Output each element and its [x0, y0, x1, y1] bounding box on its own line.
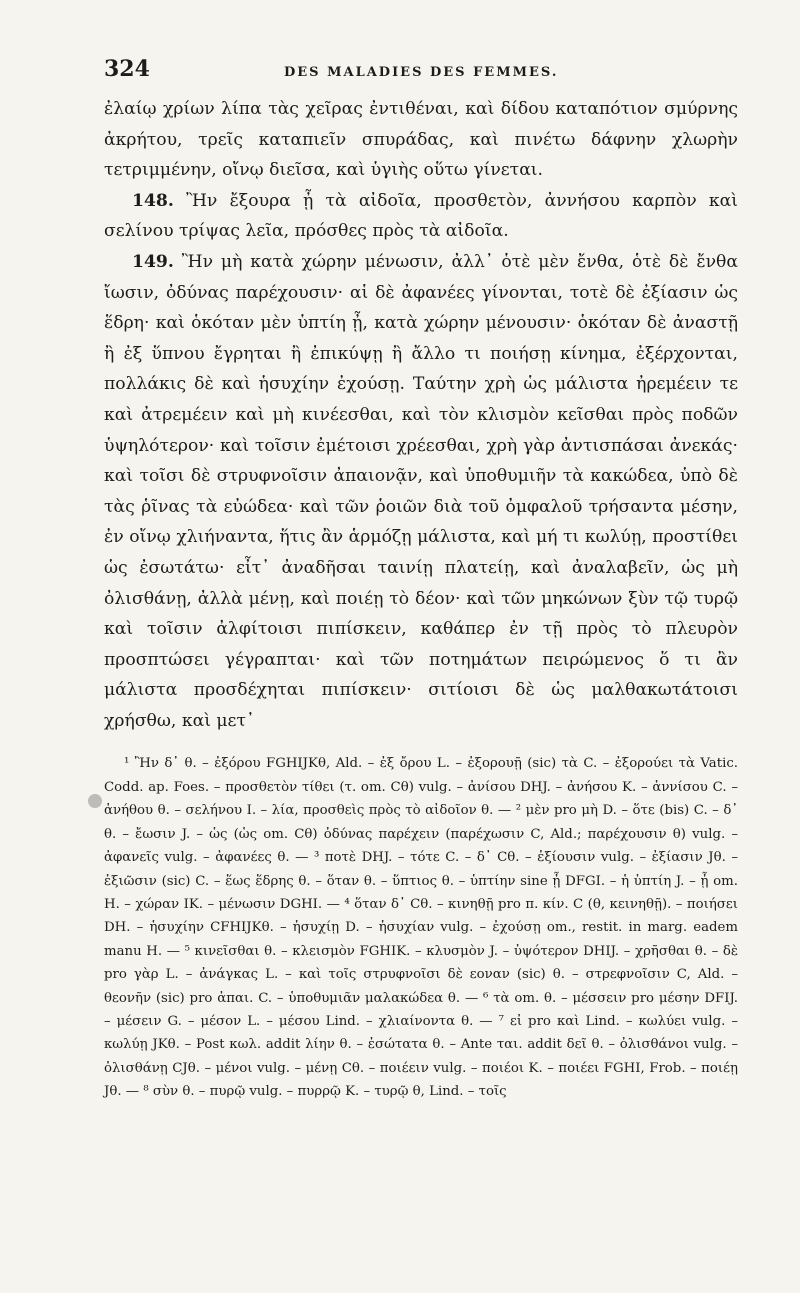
section-149 [104, 247, 738, 737]
page-number: 324 [104, 56, 150, 82]
ink-blot [88, 794, 102, 808]
footnote-text: ¹ Ἢν δ᾽ θ. – ἐξόρου FGHIJKθ, Ald. – ἐξ ὄρου L. – ἐξορουῇ (sic) τὰ C. – ἐξορούει τὰ Vatic. Codd. ap. Foes. – προσθετὸν τίθει (τ. om. Cθ) vulg. – ἀνίσου DHJ. – ἀνήσου K. – ἀννίσου C. – ἀνήθου θ. – σελήνου I. – λία, προσθεὶς πρὸς τὸ αἰδοῖον θ. — ² μὲν pro μὴ D. – ὅτε (bis) C. – δ᾽ θ. – ἔωσιν J. – ὡς (ὡς om. Cθ) ὀδύνας παρέχειν (παρέχωσιν C, Ald.; παρέχουσιν θ) vulg. – ἀφανεῖς vulg. – ἀφανέες θ. — ³ ποτὲ DHJ. – τότε C. – δ᾽ Cθ. – ἐξίουσιν vulg. – ἐξίασιν Jθ. – ἐξιῶσιν (sic) C. – ἕως ἕδρης θ. – ὅταν θ. – ὕπτιος θ. – ὑπτίην sine ᾖ DFGI. – ἡ ὑπτίη J. – ᾖ om. H. – χώραν IK. – μένωσιν DGHI. — ⁴ ὅταν δ᾽ Cθ. – κινηθῇ pro π. κίν. C (θ, κεινηθῇ). – ποιήσει DH. – ἡσυχίην CFHIJKθ. – ἡσυχίῃ D. – ἡσυχίαν vulg. – ἐχούσῃ om., restit. in marg. eadem manu H. — ⁵ κινεῖσθαι θ. – κλεισμὸν FGHIK. – κλυσμὸν J. – ὑψότερον DHIJ. – χρῆσθαι θ. – δὲ pro γὰρ L. – ἀνάγκας L. – καὶ τοῖς στρυφνοῖσι δὲ εοναν (sic) θ. – στρεφνοῖσιν C, Ald. – θεονῆν (sic) pro ἀπαι. C. – ὑποθυμιᾶν μαλακώδεα θ. — ⁶ τὰ om. θ. – μέσσειν pro μέσην DFIJ. – μέσειν G. – μέσον L. – μέσου Lind. – χλιαίνοντα θ. — ⁷ εἰ pro καὶ Lind. – κωλύει vulg. – κωλύῃ JKθ. – Post κωλ. addit λίην θ. – ἐσώτατα θ. – Ante ται. addit δεῖ θ. – ὀλισθάνοι vulg. – ὀλισθάνῃ CJθ. – μένοι vulg. – μένῃ Cθ. – ποιέειν vulg. – ποιέοι K. – ποιέει FGHI, Frob. – ποιέῃ Jθ. — ⁸ σὺν θ. – πυρῷ vulg. – πυρρῷ K. – τυρῷ θ, Lind. – τοῖς [104, 756, 738, 1100]
section-148 [104, 186, 738, 247]
page-header [104, 56, 738, 86]
section-number: 149. [132, 251, 174, 272]
main-text [104, 94, 738, 736]
section-text: Ἢν μὴ κατὰ χώρην μένωσιν, ἀλλ᾽ ὁτὲ μὲν ἔνθα, ὁτὲ δὲ ἔνθα ἴωσιν, ὀδύνας παρέχουσιν· αἱ δὲ ἀφανέες γίνονται, τοτὲ δὲ ἐξίασιν ὡς ἕδρη· καὶ ὁκόταν μὲν ὑπτίη ᾖ, κατὰ χώρην μένουσιν· ὁκόταν δὲ ἀναστῇ ἢ ἐξ ὕπνου ἔγρηται ἢ ἐπικύψῃ ἢ ἄλλο τι ποιήσῃ κίνημα, ἐξέρχονται, πολλάκις δὲ καὶ ἡσυχίην ἐχούσῃ. Ταύτην χρὴ ὡς μάλιστα ἠρεμέειν τε καὶ ἀτρεμέειν καὶ μὴ κινέεσθαι, καὶ τὸν κλισμὸν κεῖσθαι πρὸς ποδῶν ὑψηλότερον· καὶ τοῖσιν ἐμέτοισι χρέεσθαι, χρὴ γὰρ ἀντισπάσαι ἀνεκάς· καὶ τοῖσι δὲ στρυφνοῖσιν ἀπαιονᾷν, καὶ ὑποθυμιῆν τὰ κακώδεα, ὑπὸ δὲ τὰς ῥῖνας τὰ εὐώδεα· καὶ τῶν ῥοιῶν διὰ τοῦ ὀμφαλοῦ τρήσαντα μέσην, ἐν οἴνῳ χλιήναντα, ἥτις ἂν ἁρμόζῃ μάλιστα, καὶ μή τι κωλύῃ, προστίθει ὡς ἐσωτάτω· εἶτ᾽ ἀναδῆσαι ταινίῃ πλατείῃ, καὶ ἀναλαβεῖν, ὡς μὴ ὀλισθάνῃ, ἀλλὰ μένῃ, καὶ ποιέῃ τὸ δέον· καὶ τῶν μηκώνων ξὺν τῷ τυρῷ καὶ τοῖσιν ἀλφίτοισι πιπίσκειν, καθάπερ ἐν τῇ πρὸς τὸ πλευρὸν προσπτώσει γέγραπται· καὶ τῶν ποτημάτων πειρώμενος ὅ τι ἂν μάλιστα προσδέχηται πιπίσκειν· σιτίοισι δὲ ὡς μαλθακωτάτοισι χρήσθω, καὶ μετ᾽ [104, 251, 738, 731]
section-text: Ἢν ἔξουρα ᾖ τὰ αἰδοῖα, προσθετὸν, ἀννήσου καρπὸν καὶ σελίνου τρίψας λεῖα, πρόσθες πρὸς τὰ αἰδοῖα. [104, 190, 738, 242]
section-number: 148. [132, 190, 174, 211]
paragraph-continuation: ἐλαίῳ χρίων λίπα τὰς χεῖρας ἐντιθέναι, καὶ δίδου καταπότιον σμύρνης ἀκρήτου, τρεῖς καταπιεῖν σπυράδας, καὶ πινέτω δάφνην χλωρὴν τετριμμένην, οἴνῳ διεῖσα, καὶ ὑγιὴς οὕτω γίνεται. [104, 99, 738, 181]
footnotes [104, 752, 738, 1103]
running-title: DES MALADIES DES FEMMES. [284, 65, 559, 80]
